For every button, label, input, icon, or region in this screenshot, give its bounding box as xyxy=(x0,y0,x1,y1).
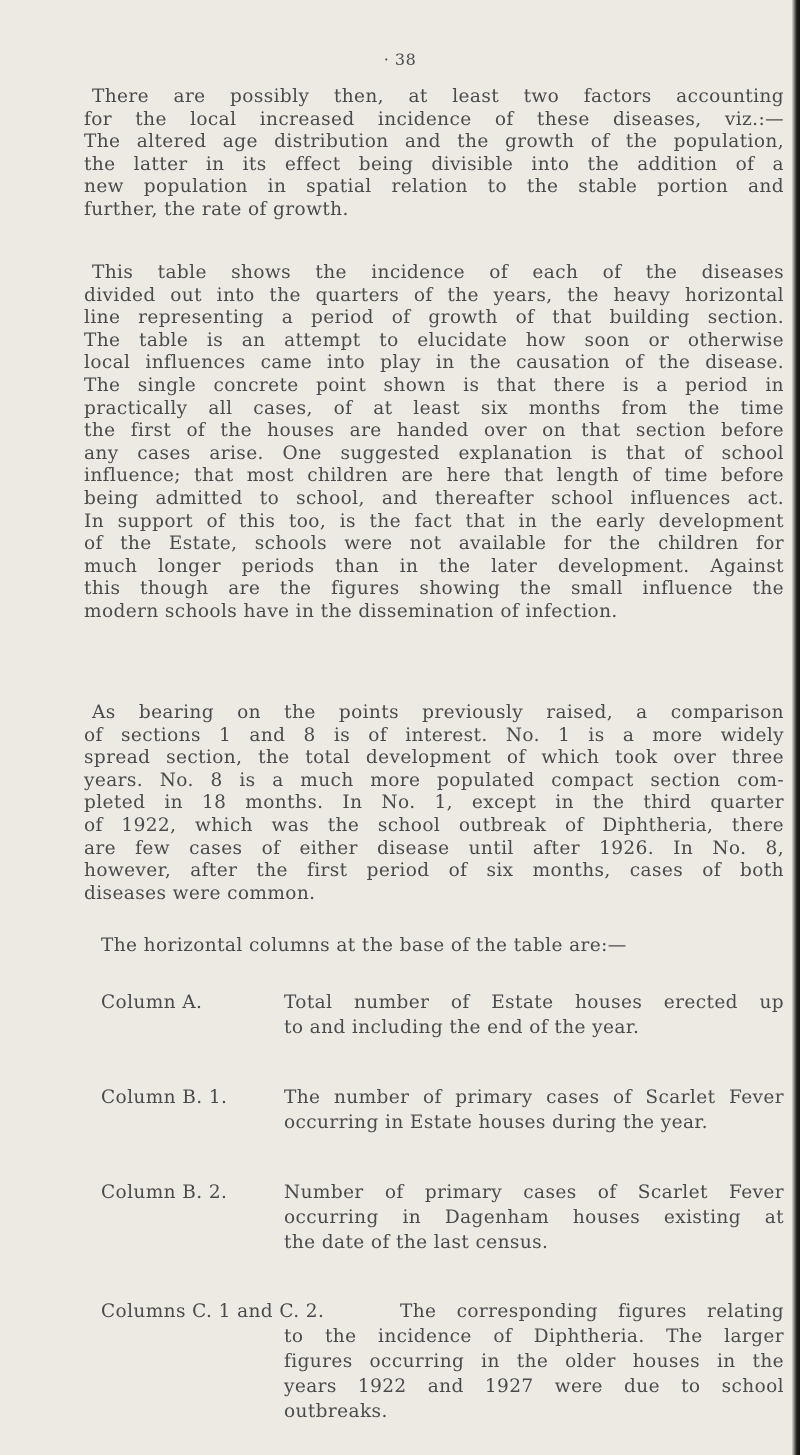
text-line: are few cases of either disease until after 1926. In No. 8, xyxy=(84,837,784,859)
column-description xyxy=(284,1085,784,1135)
column-label: Column B. 2. xyxy=(101,1182,228,1203)
text-line: much longer periods than in the later development. Against xyxy=(84,555,784,577)
column-description xyxy=(284,990,784,1040)
text-line: modern schools have in the dissemination of infection. xyxy=(84,600,618,622)
text-line: new population in spatial relation to the stable portion and xyxy=(84,176,784,198)
text-line: occurring in Estate houses during the year. xyxy=(284,1112,708,1133)
text-line: divided out into the quarters of the years, the heavy horizontal xyxy=(84,284,784,306)
text-line: Number of primary cases of Scarlet Fever xyxy=(284,1182,784,1203)
text-line: As bearing on the points previously raised, a comparison xyxy=(92,702,784,723)
text-line: the latter in its effect being divisible into the addition of a xyxy=(84,153,784,175)
paragraph-table-explanation xyxy=(84,262,784,624)
paragraph-factors xyxy=(84,86,784,222)
column-label: Column A. xyxy=(101,992,203,1013)
text-line: diseases were common. xyxy=(84,882,316,904)
text-line: any cases arise. One suggested explanation is that of school xyxy=(84,442,784,464)
text-line: The table is an attempt to elucidate how soon or otherwise xyxy=(84,329,784,351)
text-line: In support of this too, is the fact that in the early development xyxy=(84,510,784,532)
text-line: occurring in Dagenham houses existing at xyxy=(284,1207,784,1228)
text-line: to the incidence of Diphtheria. The larger xyxy=(284,1326,784,1347)
text-line: The corresponding figures relating xyxy=(400,1301,784,1322)
text-line: for the local increased incidence of these diseases, viz.:— xyxy=(84,108,784,130)
text-line: figures occurring in the older houses in the xyxy=(284,1351,784,1372)
column-label: Columns C. 1 and C. 2. xyxy=(101,1301,325,1322)
text-line: pleted in 18 months. In No. 1, except in the third quarter xyxy=(84,792,784,814)
text-line: this though are the figures showing the small influence the xyxy=(84,578,784,600)
text-line: the first of the houses are handed over on that section before xyxy=(84,420,784,442)
page-binding-edge xyxy=(792,0,800,1455)
text-line: however, after the first period of six months, cases of both xyxy=(84,860,784,882)
text-line: spread section, the total development of which took over three xyxy=(84,747,784,769)
column-description-continued xyxy=(284,1324,784,1424)
paragraph-columns-intro xyxy=(84,935,784,958)
text-line: being admitted to school, and thereafter school influences act. xyxy=(84,487,784,509)
text-line: local influences came into play in the causation of the disease. xyxy=(84,352,784,374)
text-line: to and including the end of the year. xyxy=(284,1017,640,1038)
text-line: of 1922, which was the school outbreak of Diphtheria, there xyxy=(84,814,784,836)
text-line: The single concrete point shown is that there is a period in xyxy=(84,374,784,396)
page-number: · 38 xyxy=(383,50,417,69)
text-line: The altered age distribution and the growth of the population, xyxy=(84,131,784,153)
paragraph-section-comparison xyxy=(84,702,784,905)
text-line: The number of primary cases of Scarlet Fever xyxy=(284,1087,784,1108)
column-description xyxy=(400,1299,784,1324)
text-line: There are possibly then, at least two factors accounting xyxy=(92,86,784,107)
column-description xyxy=(284,1180,784,1255)
text-line: Total number of Estate houses erected up xyxy=(284,992,784,1013)
text-line: influence; that most children are here that length of time before xyxy=(84,465,784,487)
text-line: of sections 1 and 8 is of interest. No. 1 is a more widely xyxy=(84,724,784,746)
column-label: Column B. 1. xyxy=(101,1087,228,1108)
text-line: years. No. 8 is a much more populated compact section com- xyxy=(84,769,784,791)
text-line: years 1922 and 1927 were due to school xyxy=(284,1376,784,1397)
text-line: This table shows the incidence of each of the diseases xyxy=(92,262,784,283)
text-line: practically all cases, of at least six months from the time xyxy=(84,397,784,419)
text-line: of the Estate, schools were not available for the children for xyxy=(84,533,784,555)
text-line: The horizontal columns at the base of the table are:— xyxy=(101,935,627,956)
text-line: further, the rate of growth. xyxy=(84,198,349,220)
text-line: line representing a period of growth of that building section. xyxy=(84,307,784,329)
text-line: outbreaks. xyxy=(284,1401,388,1422)
text-line: the date of the last census. xyxy=(284,1232,549,1253)
